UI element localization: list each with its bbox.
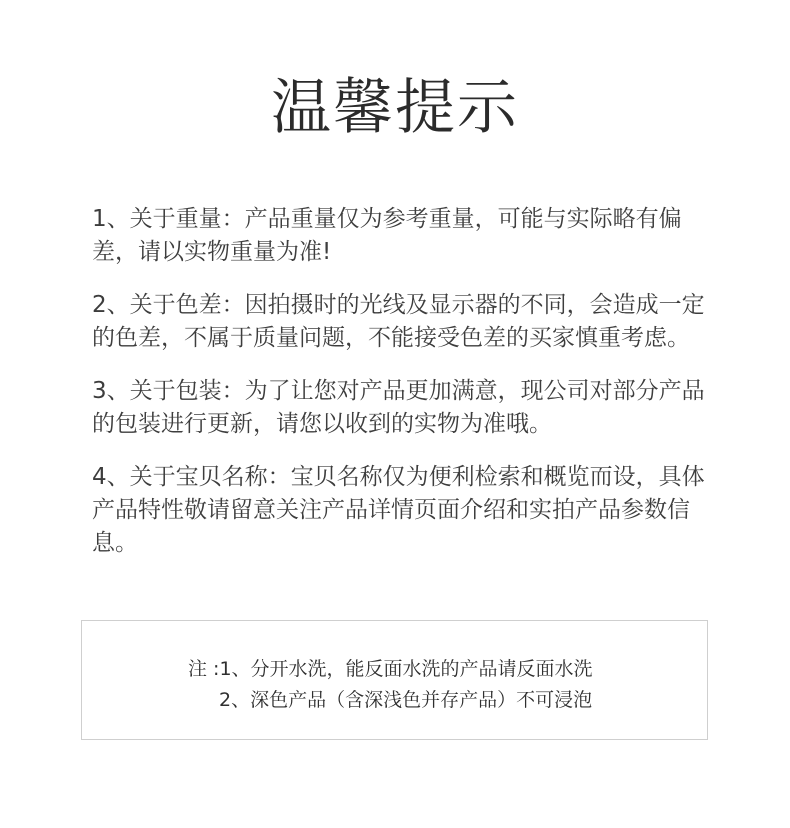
- note-weight: 1、关于重量：产品重量仅为参考重量，可能与实际略有偏差，请以实物重量为准!: [92, 206, 682, 265]
- note-product-name: 4、关于宝贝名称：宝贝名称仅为便利检索和概览而设，具体产品特性敬请留意关注产品详情页面介绍和实拍产品参数信息。: [92, 464, 705, 556]
- washing-care-box: [81, 620, 708, 740]
- note-color-difference: 2、关于色差：因拍摄时的光线及显示器的不同，会造成一定的色差，不属于质量问题，不能接受色差的买家慎重考虑。: [92, 292, 705, 351]
- care-note-line-1: 注 :1、分开水洗，能反面水洗的产品请反面水洗: [188, 658, 593, 680]
- notes-list: [92, 203, 722, 580]
- page-title: 温馨提示: [271, 73, 519, 143]
- note-packaging: 3、关于包装：为了让您对产品更加满意，现公司对部分产品的包装进行更新，请您以收到的实物为准哦。: [92, 378, 705, 437]
- care-note-line-2: 2、深色产品（含深浅色并存产品）不可浸泡: [219, 689, 593, 711]
